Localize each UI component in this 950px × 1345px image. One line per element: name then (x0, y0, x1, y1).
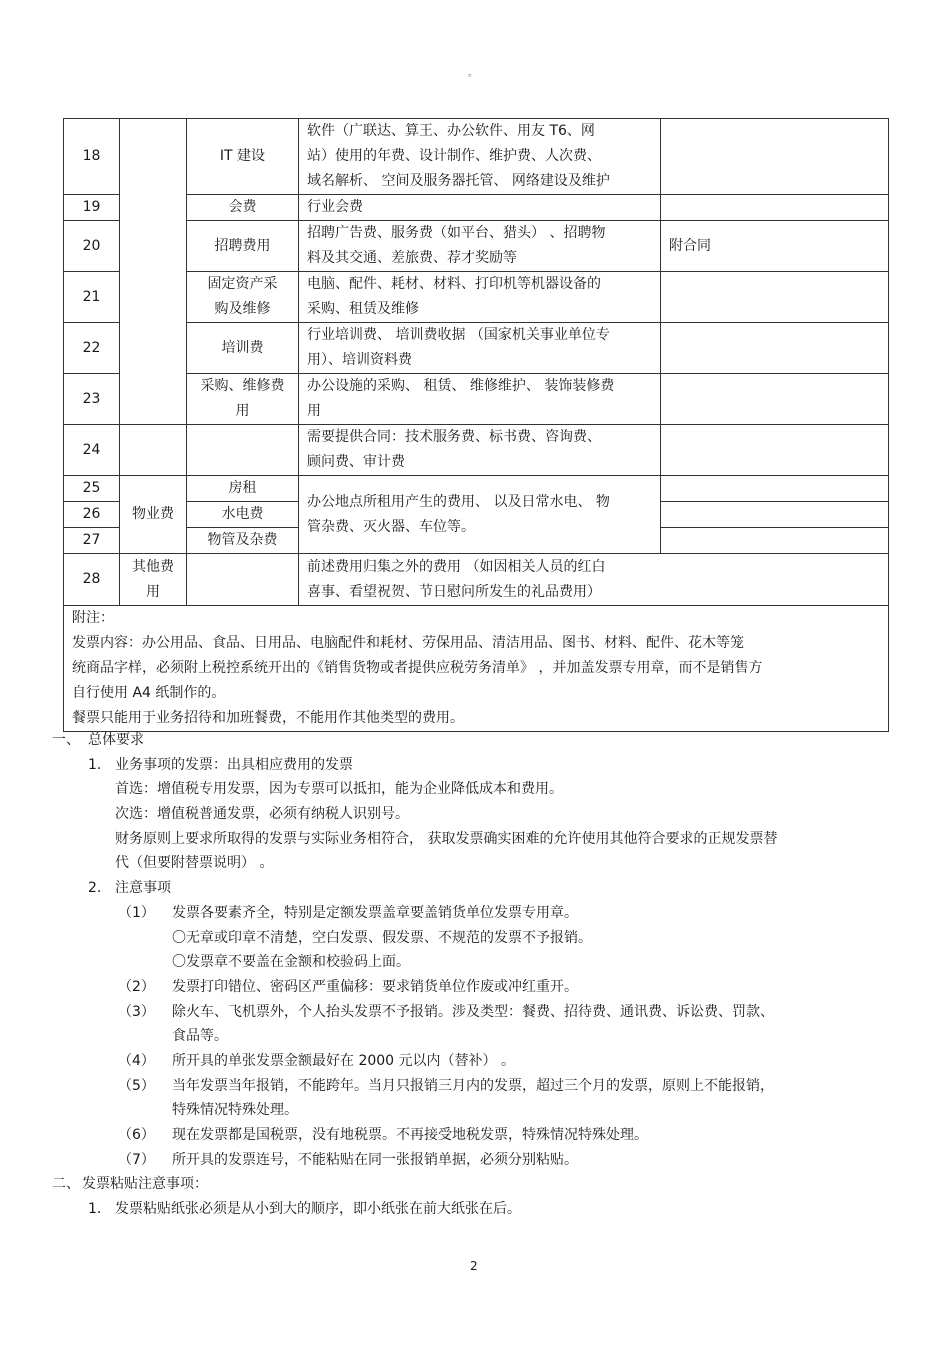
body-line (0, 753, 950, 778)
category-cell (120, 554, 187, 606)
table-row (64, 323, 889, 374)
note-line: 餐票只能用于业务招待和加班餐费，不能用作其他类型的费用。 (72, 710, 464, 726)
body-line (0, 851, 950, 876)
body-text-line: 代（但要附替票说明） 。 (115, 855, 274, 872)
content-line: 行业会费 (307, 199, 363, 215)
content-cell (299, 195, 661, 221)
content-cell (299, 374, 661, 425)
category-cell-empty (120, 425, 187, 476)
item-cell: 房租 (187, 476, 299, 502)
item-line: 采购、维修费 (200, 378, 285, 394)
item-cell: 水电费 (187, 502, 299, 528)
body-line (0, 1049, 950, 1074)
category-line: 用 (146, 583, 160, 600)
content-line: 域名解析、 空间及服务器托管、 网络建设及维护 (307, 173, 610, 189)
table-row (64, 119, 889, 195)
remark-cell (661, 272, 889, 323)
table-row (64, 221, 889, 272)
body-line (0, 950, 950, 975)
body-text-line: 总体要求 (88, 732, 144, 748)
body-text-line: 当年发票当年报销，不能跨年。当月只报销三月内的发票，超过三个月的发票，原则上不能报销， (172, 1077, 774, 1094)
body-line (0, 1197, 950, 1222)
content-line: 电脑、配件、耗材、材料、打印机等机器设备的 (307, 276, 601, 292)
item-cell (187, 554, 299, 606)
body-line (0, 876, 950, 901)
remark-cell (661, 425, 889, 476)
content-cell (299, 476, 661, 554)
row-number: 19 (64, 195, 120, 221)
note-row (64, 606, 889, 732)
body-line (0, 802, 950, 827)
body-text-line: 次选：增值税普通发票，必须有纳税人识别号。 (115, 806, 409, 823)
table-row (64, 554, 889, 606)
row-number: 24 (64, 425, 120, 476)
remark-cell (661, 528, 889, 554)
body-text-line: 财务原则上要求所取得的发票与实际业务相符合， 获取发票确实困难的允许使用其他符合要求的正规发票替 (115, 830, 778, 847)
body-line (0, 1000, 950, 1025)
item-line: 固定资产采 (207, 276, 278, 292)
remark-cell (661, 502, 889, 528)
list-marker: （2） (118, 978, 155, 995)
item-line: 购及维修 (214, 301, 271, 317)
list-marker: （4） (118, 1052, 155, 1069)
item-cell: 会费 (187, 195, 299, 221)
content-cell (299, 425, 661, 476)
body-text-line: 现在发票都是国税票，没有地税票。不再接受地税发票，特殊情况特殊处理。 (172, 1127, 648, 1143)
remark-cell (661, 195, 889, 221)
content-cell (299, 119, 661, 195)
content-cell (299, 221, 661, 272)
content-line: 招聘广告费、服务费（如平台、猎头） 、招聘物 (307, 225, 606, 241)
body-text-line: 发票打印错位、密码区严重偏移：要求销货单位作废或冲红重开。 (172, 978, 578, 995)
body-text-line: 发票粘贴纸张必须是从小到大的顺序，即小纸张在前大纸张在后。 (115, 1201, 521, 1218)
body-text-line: 业务事项的发票：出具相应费用的发票 (115, 756, 353, 773)
content-line: 行业培训费、 培训费收据 （国家机关事业单位专 (307, 327, 610, 343)
item-cell: 培训费 (187, 323, 299, 374)
row-number: 28 (64, 554, 120, 606)
table-row (64, 374, 889, 425)
body-text-line: 〇无章或印章不清楚，空白发票、假发票、不规范的发票不予报销。 (172, 929, 592, 946)
row-number: 27 (64, 528, 120, 554)
category-cell: 物业费 (120, 476, 187, 554)
item-cell (187, 272, 299, 323)
row-number: 25 (64, 476, 120, 502)
body-text-line: 除火车、飞机票外，个人抬头发票不予报销。涉及类型：餐费、招待费、通讯费、诉讼费、罚款、 (172, 1003, 774, 1020)
body-line (0, 1172, 950, 1197)
remark-cell (661, 374, 889, 425)
body-line (0, 728, 950, 753)
body-text-line: 注意事项 (115, 880, 171, 897)
row-number: 23 (64, 374, 120, 425)
body-text-line: 所开具的发票连号，不能粘贴在同一张报销单据，必须分别粘贴。 (172, 1151, 578, 1168)
content-cell (299, 554, 889, 606)
item-cell (187, 374, 299, 425)
row-number: 20 (64, 221, 120, 272)
body-line (0, 975, 950, 1000)
content-line: 前述费用归集之外的费用 （如因相关人员的红白 (307, 558, 606, 575)
body-text (0, 728, 950, 1222)
category-cell-empty (120, 119, 187, 425)
note-cell (64, 606, 889, 732)
header-mark: 。 (468, 68, 478, 79)
table-row (64, 272, 889, 323)
content-line: 管杂费、灭火器、车位等。 (307, 518, 475, 535)
row-number: 18 (64, 119, 120, 195)
content-line: 站）使用的年费、设计制作、维护费、人次费、 (307, 148, 601, 164)
remark-cell (661, 119, 889, 195)
body-text-line: 首选：增值税专用发票，因为专票可以抵扣，能为企业降低成本和费用。 (115, 781, 563, 798)
table-row (64, 425, 889, 476)
item-cell: IT 建设 (187, 119, 299, 195)
expense-table (63, 118, 889, 732)
content-cell (299, 272, 661, 323)
remark-cell (661, 476, 889, 502)
list-marker: （3） (118, 1003, 155, 1020)
note-line: 附注： (72, 610, 114, 626)
content-line: 采购、租赁及维修 (307, 301, 419, 317)
item-line: 用 (235, 403, 250, 419)
content-line: 办公设施的采购、 租赁、 维修维护、 装饰装修费 (307, 378, 615, 394)
body-line (0, 777, 950, 802)
content-line: 喜事、看望祝贺、节日慰问所发生的礼品费用） (307, 583, 601, 600)
list-marker: 1. (88, 756, 102, 773)
item-cell: 招聘费用 (187, 221, 299, 272)
body-line (0, 926, 950, 951)
category-line: 其他费 (132, 558, 174, 575)
list-marker: （7） (118, 1151, 155, 1168)
content-cell (299, 323, 661, 374)
remark-cell (661, 323, 889, 374)
body-line (0, 827, 950, 852)
content-line: 顾问费、审计费 (307, 454, 405, 470)
note-line: 自行使用 A4 纸制作的。 (72, 685, 226, 701)
item-cell (187, 425, 299, 476)
note-line: 发票内容：办公用品、食品、日用品、电脑配件和耗材、劳保用品、清洁用品、图书、材料、配件、花木等笼 (72, 635, 744, 651)
item-cell: 物管及杂费 (187, 528, 299, 554)
list-marker: （5） (118, 1077, 155, 1094)
table-row (64, 195, 889, 221)
body-line (0, 1024, 950, 1049)
list-marker: 二、 (52, 1176, 80, 1193)
list-marker: （6） (118, 1127, 155, 1143)
page-number: 2 (470, 1259, 478, 1273)
body-line (0, 1148, 950, 1173)
row-number: 22 (64, 323, 120, 374)
list-marker: 1. (88, 1201, 102, 1218)
content-line: 软件（广联达、算王、办公软件、用友 T6、网 (307, 123, 595, 139)
list-marker: （1） (118, 904, 155, 921)
body-text-line: 特殊情况特殊处理。 (172, 1102, 298, 1119)
content-line: 用 (307, 403, 321, 419)
row-number: 26 (64, 502, 120, 528)
body-text-line: 发票粘贴注意事项： (82, 1176, 208, 1193)
list-marker: 2. (88, 880, 102, 897)
content-line: 用）、培训资料费 (307, 352, 412, 368)
body-text-line: 发票各要素齐全，特别是定额发票盖章要盖销货单位发票专用章。 (172, 904, 578, 921)
body-line (0, 1123, 950, 1148)
note-line: 统商品字样，必须附上税控系统开出的《销售货物或者提供应税劳务清单》 ，并加盖发票专用章，而不是销售方 (72, 660, 763, 676)
row-number: 21 (64, 272, 120, 323)
body-line (0, 901, 950, 926)
content-line: 需要提供合同：技术服务费、标书费、咨询费、 (307, 429, 601, 445)
body-text-line: 所开具的单张发票金额最好在 2000 元以内（替补） 。 (172, 1052, 515, 1069)
table-row (64, 476, 889, 502)
content-line: 办公地点所租用产生的费用、 以及日常水电、 物 (307, 493, 610, 510)
body-line (0, 1074, 950, 1099)
body-text-line: 食品等。 (172, 1028, 228, 1045)
content-line: 料及其交通、差旅费、荐才奖励等 (307, 250, 517, 266)
list-marker: 一、 (52, 732, 80, 748)
remark-cell: 附合同 (661, 221, 889, 272)
body-line (0, 1098, 950, 1123)
body-text-line: 〇发票章不要盖在金额和校验码上面。 (172, 954, 410, 971)
